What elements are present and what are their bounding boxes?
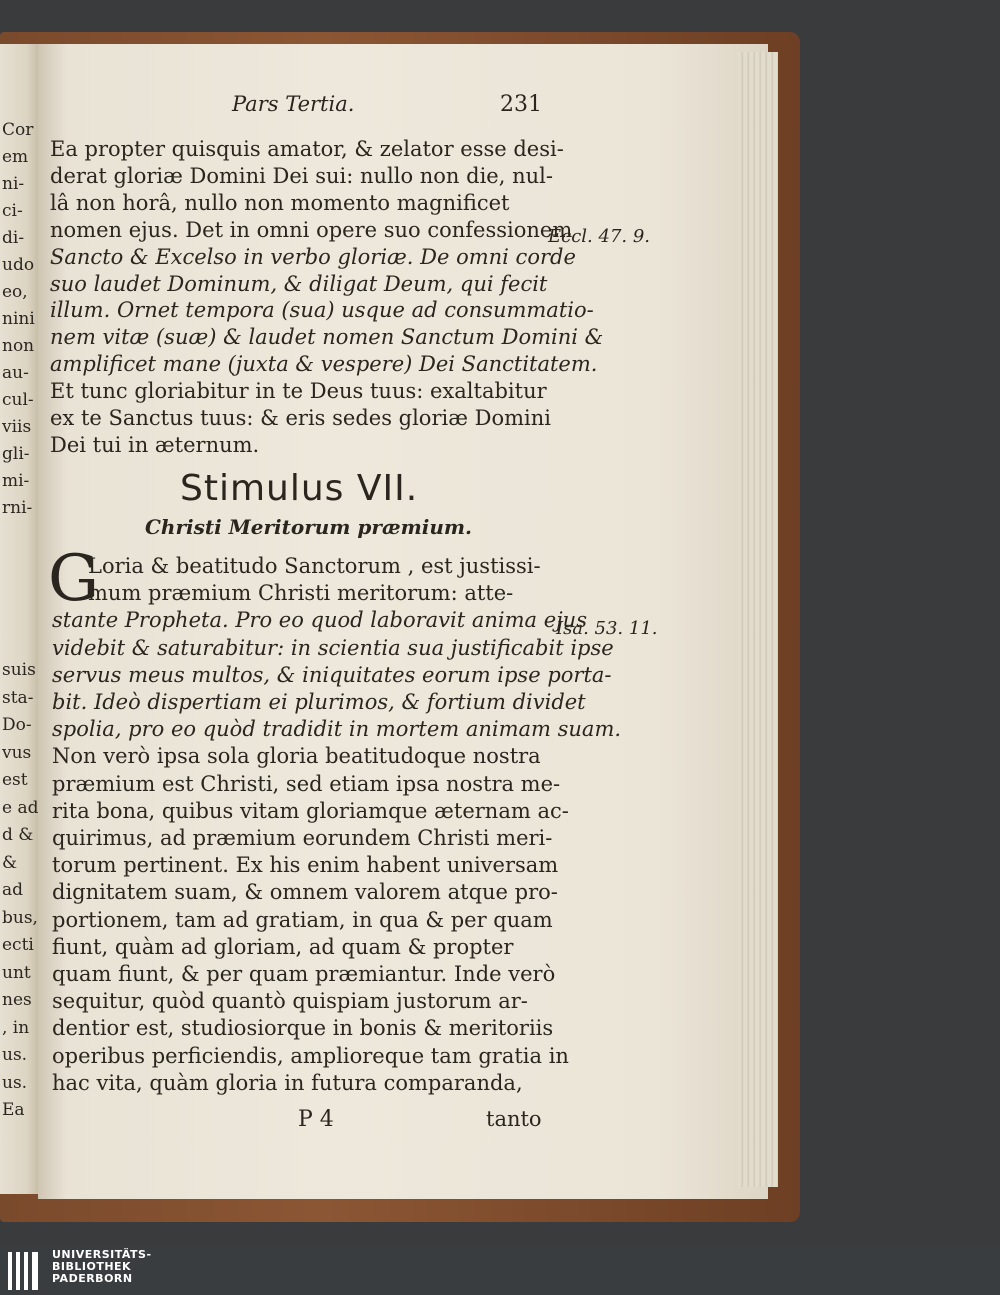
left-fragment: us. — [2, 1045, 28, 1065]
drop-cap: G — [48, 542, 100, 616]
left-fragment: & — [2, 852, 18, 873]
left-fragment: nes — [2, 990, 32, 1010]
left-fragment: Cor — [2, 120, 34, 140]
left-fragment: d & — [2, 825, 34, 845]
text-line: rita bona, quibus vitam gloriamque æternam ac- — [52, 798, 569, 823]
left-fragment: Ea — [2, 1100, 25, 1120]
text-line: nem vitæ (suæ) & laudet nomen Sanctum Domini & — [50, 325, 604, 350]
text-line: torum pertinent. Ex his enim habent universam — [52, 853, 559, 878]
logo-line-1: UNIVERSITÄTS- — [52, 1248, 152, 1261]
margin-note-eccl: Eccl. 47. 9. — [548, 226, 651, 247]
left-fragment: ni- — [2, 174, 25, 194]
library-logo-text — [52, 1249, 152, 1285]
text-line: dentior est, studiosiorque in bonis & meritoriis — [52, 1016, 554, 1041]
text-line: suo laudet Dominum, & diligat Deum, qui fecit — [50, 271, 548, 296]
left-fragment: unt — [2, 962, 31, 983]
text-line: quirimus, ad præmium eorundem Christi meri- — [52, 826, 553, 850]
text-line: stante Propheta. Pro eo quod laboravit anima ejus — [52, 608, 587, 633]
text-line: spolia, pro eo quòd tradidit in mortem animam suam. — [52, 717, 622, 742]
text-line: servus meus multos, & iniquitates eorum ipse porta- — [52, 662, 612, 687]
text-line: nomen ejus. Det in omni opere suo confessionem — [50, 217, 573, 242]
left-fragment: vus — [2, 742, 32, 763]
left-fragment: bus, — [2, 907, 38, 928]
text-line: videbit & saturabitur: in scientia sua justificabit ipse — [52, 635, 614, 660]
left-fragment: mi- — [2, 471, 30, 491]
left-fragment: Do- — [2, 715, 32, 735]
margin-note-isa: Isa. 53. 11. — [556, 618, 658, 639]
logo-line-2: BIBLIOTHEK — [52, 1260, 132, 1273]
left-fragment: em — [2, 147, 29, 167]
library-logo-icon — [8, 1252, 44, 1290]
text-line: portionem, tam ad gratiam, in qua & per quam — [52, 907, 553, 932]
text-line: Sancto & Excelso in verbo gloriæ. De omni corde — [50, 244, 576, 269]
text-line: operibus perficiendis, amplioreque tam gratia in — [52, 1043, 569, 1068]
text-line: dignitatem suam, & omnem valorem atque pro- — [52, 880, 558, 905]
text-line: Ea propter quisquis amator, & zelator esse desi- — [50, 137, 564, 161]
left-fragment: ci- — [2, 201, 23, 221]
text-line: sequitur, quòd quantò quispiam justorum ar- — [52, 989, 528, 1014]
text-line: Et tunc gloriabitur in te Deus tuus: exaltabitur — [50, 379, 547, 404]
left-fragment: ad — [2, 880, 24, 900]
text-line: fiunt, quàm ad gloriam, ad quam & propter — [52, 934, 514, 959]
section-subtitle: Christi Meritorum præmium. — [145, 515, 473, 539]
text-line: hac vita, quàm gloria in futura comparanda, — [52, 1070, 523, 1095]
left-fragment: sta- — [2, 687, 34, 708]
left-fragment: est — [2, 770, 28, 790]
catchword: tanto — [486, 1107, 542, 1131]
left-fragment: ecti — [2, 935, 34, 955]
left-fragment: viis — [2, 417, 32, 437]
left-fragment: non — [2, 336, 35, 356]
left-fragment: di- — [2, 228, 25, 248]
text-line: lâ non horâ, nullo non momento magnificet — [50, 190, 510, 215]
signature-mark: P 4 — [298, 1107, 334, 1132]
text-line: Loria & beatitudo Sanctorum , est justissi- — [88, 554, 541, 578]
left-fragment: au- — [2, 363, 29, 383]
text-line: quam fiunt, & per quam præmiantur. Inde verò — [52, 962, 556, 986]
text-line: Dei tui in æternum. — [50, 432, 260, 457]
left-fragment: nini — [2, 309, 35, 329]
running-header: Pars Tertia. — [232, 92, 355, 116]
text-line: Non verò ipsa sola gloria beatitudoque nostra — [52, 744, 541, 769]
left-fragment: us. — [2, 1072, 28, 1093]
section-title: Stimulus VII. — [180, 468, 419, 509]
text-line: amplificet mane (juxta & vespere) Dei Sanctitatem. — [50, 352, 598, 377]
left-fragment: , in — [2, 1017, 30, 1038]
text-line: præmium est Christi, sed etiam ipsa nostra me- — [52, 771, 561, 796]
page-number: 231 — [500, 92, 542, 117]
left-fragment: e ad — [2, 797, 39, 818]
text-line: ex te Sanctus tuus: & eris sedes gloriæ Domini — [50, 406, 551, 430]
left-fragment: udo — [2, 255, 35, 275]
page-edges — [738, 52, 778, 1187]
left-fragment: suis — [2, 660, 36, 680]
left-fragment: gli- — [2, 444, 30, 464]
logo-line-3: PADERBORN — [52, 1272, 133, 1285]
text-line: mum præmium Christi meritorum: atte- — [88, 581, 514, 606]
left-fragment: rni- — [2, 498, 33, 518]
text-line: derat gloriæ Domini Dei sui: nullo non die, nul- — [50, 163, 553, 188]
text-line: bit. Ideò dispertiam ei plurimos, & fortium dividet — [52, 690, 586, 714]
left-fragment: eo, — [2, 282, 28, 302]
text-line: illum. Ornet tempora (sua) usque ad consummatio- — [50, 298, 594, 323]
left-fragment: cul- — [2, 390, 34, 410]
